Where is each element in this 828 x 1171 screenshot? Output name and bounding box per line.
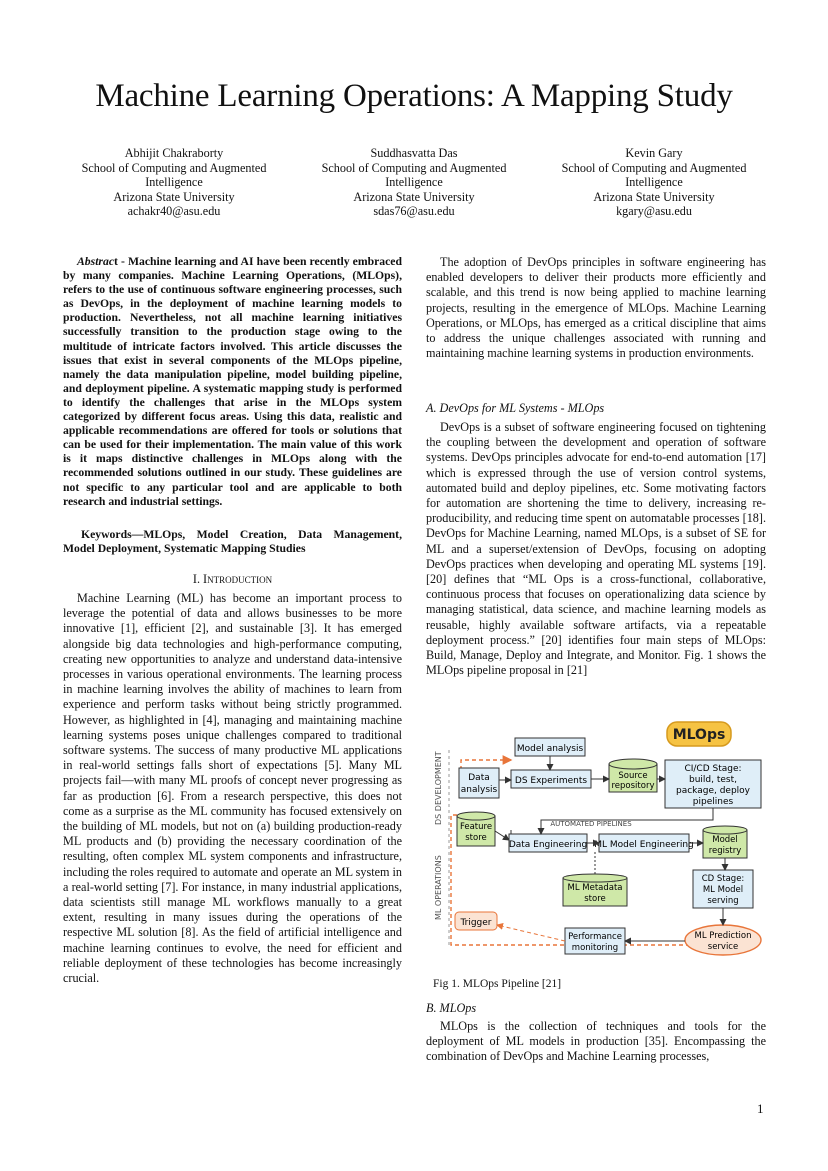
cicd-stage-label: build, test, [689,775,737,785]
abstract-text: Machine learning and AI have been recently embraced by many companies. Machine Learning Operations, (MLOps), refers to the use of continuous software engineering processes, such as DevOps, in the deployment of machine learning models to production. Nevertheless, not all machine learning initiatives successfully transition to the production stage owing to the multitude of intricate factors involved. This article discusses the issues that exist in several components of the MLOps pipeline, namely the data manipulation pipeline, model building pipeline, and deployment pipeline. A systematic mapping study is performed to identify the challenges that arise in the MLOps system categorized by different focus areas. Using this data, realistic and applicable recommendations are offered for tools or solutions that can be used for their implementation. The main value of this work is it maps distinctive challenges in MLOps along with the recommended solutions outlined in our study. These guidelines are not specific to any particular tool and are applicable to both research and industrial settings. [63,255,402,508]
data-analysis-label: Data [468,773,490,783]
ds-development-label: DS DEVELOPMENT [434,751,443,825]
author-affiliation: Intelligence [385,175,443,190]
author-block-1 [64,146,284,219]
ml-metadata-store-db [563,874,627,906]
cicd-stage-label: pipelines [692,797,734,807]
author-affiliation: School of Computing and Augmented [561,160,747,175]
keywords-text: Keywords—MLOps, Model Creation, Data Management, Model Deployment, Systematic Mapping Studies [63,528,402,556]
ml-prediction-label: service [707,942,739,952]
abstract-lead-rest: t - [114,255,128,268]
author-block-3 [544,146,764,219]
data-analysis-label: analysis [460,785,498,795]
adoption-paragraph: The adoption of DevOps principles in software engineering has enabled developers to deliver their products more efficiently and scalable, and this trend is now being applied to machine learning projects, resulting in the emergence of MLOps. Machine Learning Operations, or MLOps, has emerged as a critical discipline that aims to address the unique challenges associated with running and maintaining machine learning systems in production environments. [426,255,766,361]
model-registry-db [703,826,747,858]
feature-store-label: Feature [459,822,493,832]
data-engineering-label: Data Engineering [508,840,588,850]
paper-title: Machine Learning Operations: A Mapping Study [95,78,733,114]
trigger-label: Trigger [460,918,492,928]
cicd-stage-label: CI/CD Stage: [684,764,742,774]
ml-metadata-label: store [584,894,606,904]
mlops-paragraph: MLOps is the collection of techniques and tools for the deployment of ML models in production [35]. Encompassing the combination of DevOps and Machine Learning processes, [426,1019,766,1064]
ds-experiments-label: DS Experiments [514,776,588,786]
author-email: sdas76@asu.edu [373,204,455,219]
author-affiliation: Intelligence [625,175,683,190]
section-title: Introduction [203,572,273,586]
performance-monitoring-label: Performance [568,932,622,942]
cd-stage-label: ML Model [702,885,744,895]
section-number: I. [192,572,200,586]
page-number: 1 [757,1101,764,1116]
author-name: Suddhasvatta Das [370,146,458,160]
source-repository-label: Source [618,771,648,781]
automated-pipelines-label: AUTOMATED PIPELINES [550,820,632,828]
section-heading-introduction [63,572,402,587]
arrow [495,831,509,840]
arrow [497,925,565,941]
feature-store-db [457,812,495,846]
cd-stage-label: serving [707,896,739,906]
model-analysis-label: Model analysis [516,744,584,754]
right-column-devops [426,420,766,678]
keywords [63,528,402,556]
cd-stage-label: CD Stage: [701,874,745,884]
devops-paragraph: DevOps is a subset of software engineering focused on tightening the coupling between the development and operation of software systems. DevOps principles advocate for end-to-end automation [17] which is expressed through the use of version control systems, automated build and deploy pipelines, etc. Some motivating factors for automation are shortening the time to delivery, increasing re-producibility, and reducing time spent on automatable processes [18]. DevOps for Machine Learning, named MLOps, is a subset of SE for ML and a superset/extension of DevOps, focusing on adopting DevOps practices when developing and operating ML systems [19]. [20] defines that “ML Ops is a cross-functional, collaborative, continuous process that focuses on operationalizing data science by managing statistical, data science, and machine learning models as reusable, highly available software artifacts, via a repeatable deployment process.” [20] identifies four main steps of MLOps: Build, Manage, Deploy and Integrate, and Monitor. Fig. 1 shows the MLOps pipeline proposal in [21] [426,420,766,678]
ml-operations-label: ML OPERATIONS [434,855,443,920]
author-university: Arizona State University [113,189,235,204]
model-registry-label: Model [712,835,738,845]
performance-monitoring-label: monitoring [571,943,619,953]
author-email: kgary@asu.edu [616,204,692,219]
author-affiliation: School of Computing and Augmented [81,160,267,175]
source-repository-label: repository [611,781,655,791]
left-column-body [63,591,402,986]
right-column-intro [426,255,766,361]
source-repository-db [609,759,657,792]
author-name: Kevin Gary [625,146,683,160]
figure-caption: Fig 1. MLOps Pipeline [21] [433,978,562,990]
ml-metadata-label: ML Metadata [567,883,623,893]
author-university: Arizona State University [353,189,475,204]
author-affiliation: Intelligence [145,175,203,190]
ml-prediction-label: ML Prediction [694,931,752,941]
mlops-badge-label: MLOps [672,727,726,743]
author-name: Abhijit Chakraborty [124,146,224,160]
feature-store-label: store [465,833,487,843]
author-block-2 [304,146,524,219]
intro-paragraph: Machine Learning (ML) has become an important process to leverage the potential of data and allows businesses to be more innovative [1], efficient [2], and sustainable [3]. It has emerged alongside big data technologies and high-performance computing, creating new opportunities to analyze and understand data-intensive processes in various operational environments. The learning process in machine learning involves the ability of machines to learn from experience and perform tasks without being strictly programmed. However, as highlighted in [4], managing and maintaining machine learning systems poses unique challenges compared to traditional software systems. The success of many productive ML applications in real-world settings falls short of expectations [5]. Many ML projects fail—with many ML proofs of concept never progressing as far as production [6]. From a research perspective, this does not come as a surprise as the ML community has focused extensively on the building of ML models, but not on (a) building production-ready ML products and (b) providing the necessary coordination of the resulting, often complex ML system components and infrastructure, including the roles required to automate and operate an ML system in a real-world setting [7]. For instance, in many industrial applications, data scientists still manage ML workflows manually to a great extent, resulting in many issues during the operations of the respective ML solution [8]. As the field of artificial intelligence and machine learning continues to evolve, the need for efficient and reliable deployment of these technologies has become increasingly crucial. [63,591,403,986]
author-affiliation: School of Computing and Augmented [321,160,507,175]
author-email: achakr40@asu.edu [127,204,221,219]
cicd-stage-label: package, deploy [675,786,751,796]
right-column-mlops [426,1019,766,1065]
subsection-heading-a: A. DevOps for ML Systems - MLOps [426,401,605,415]
model-registry-label: registry [708,846,742,856]
subsection-heading-b: B. MLOps [426,1001,477,1015]
mlops-badge [667,722,731,746]
ml-model-engineering-label: ML Model Engineering [594,840,694,850]
author-university: Arizona State University [593,189,715,204]
abstract-lead: Abstrac [77,255,115,268]
mlops-pipeline-figure [431,720,768,968]
abstract [63,255,402,509]
